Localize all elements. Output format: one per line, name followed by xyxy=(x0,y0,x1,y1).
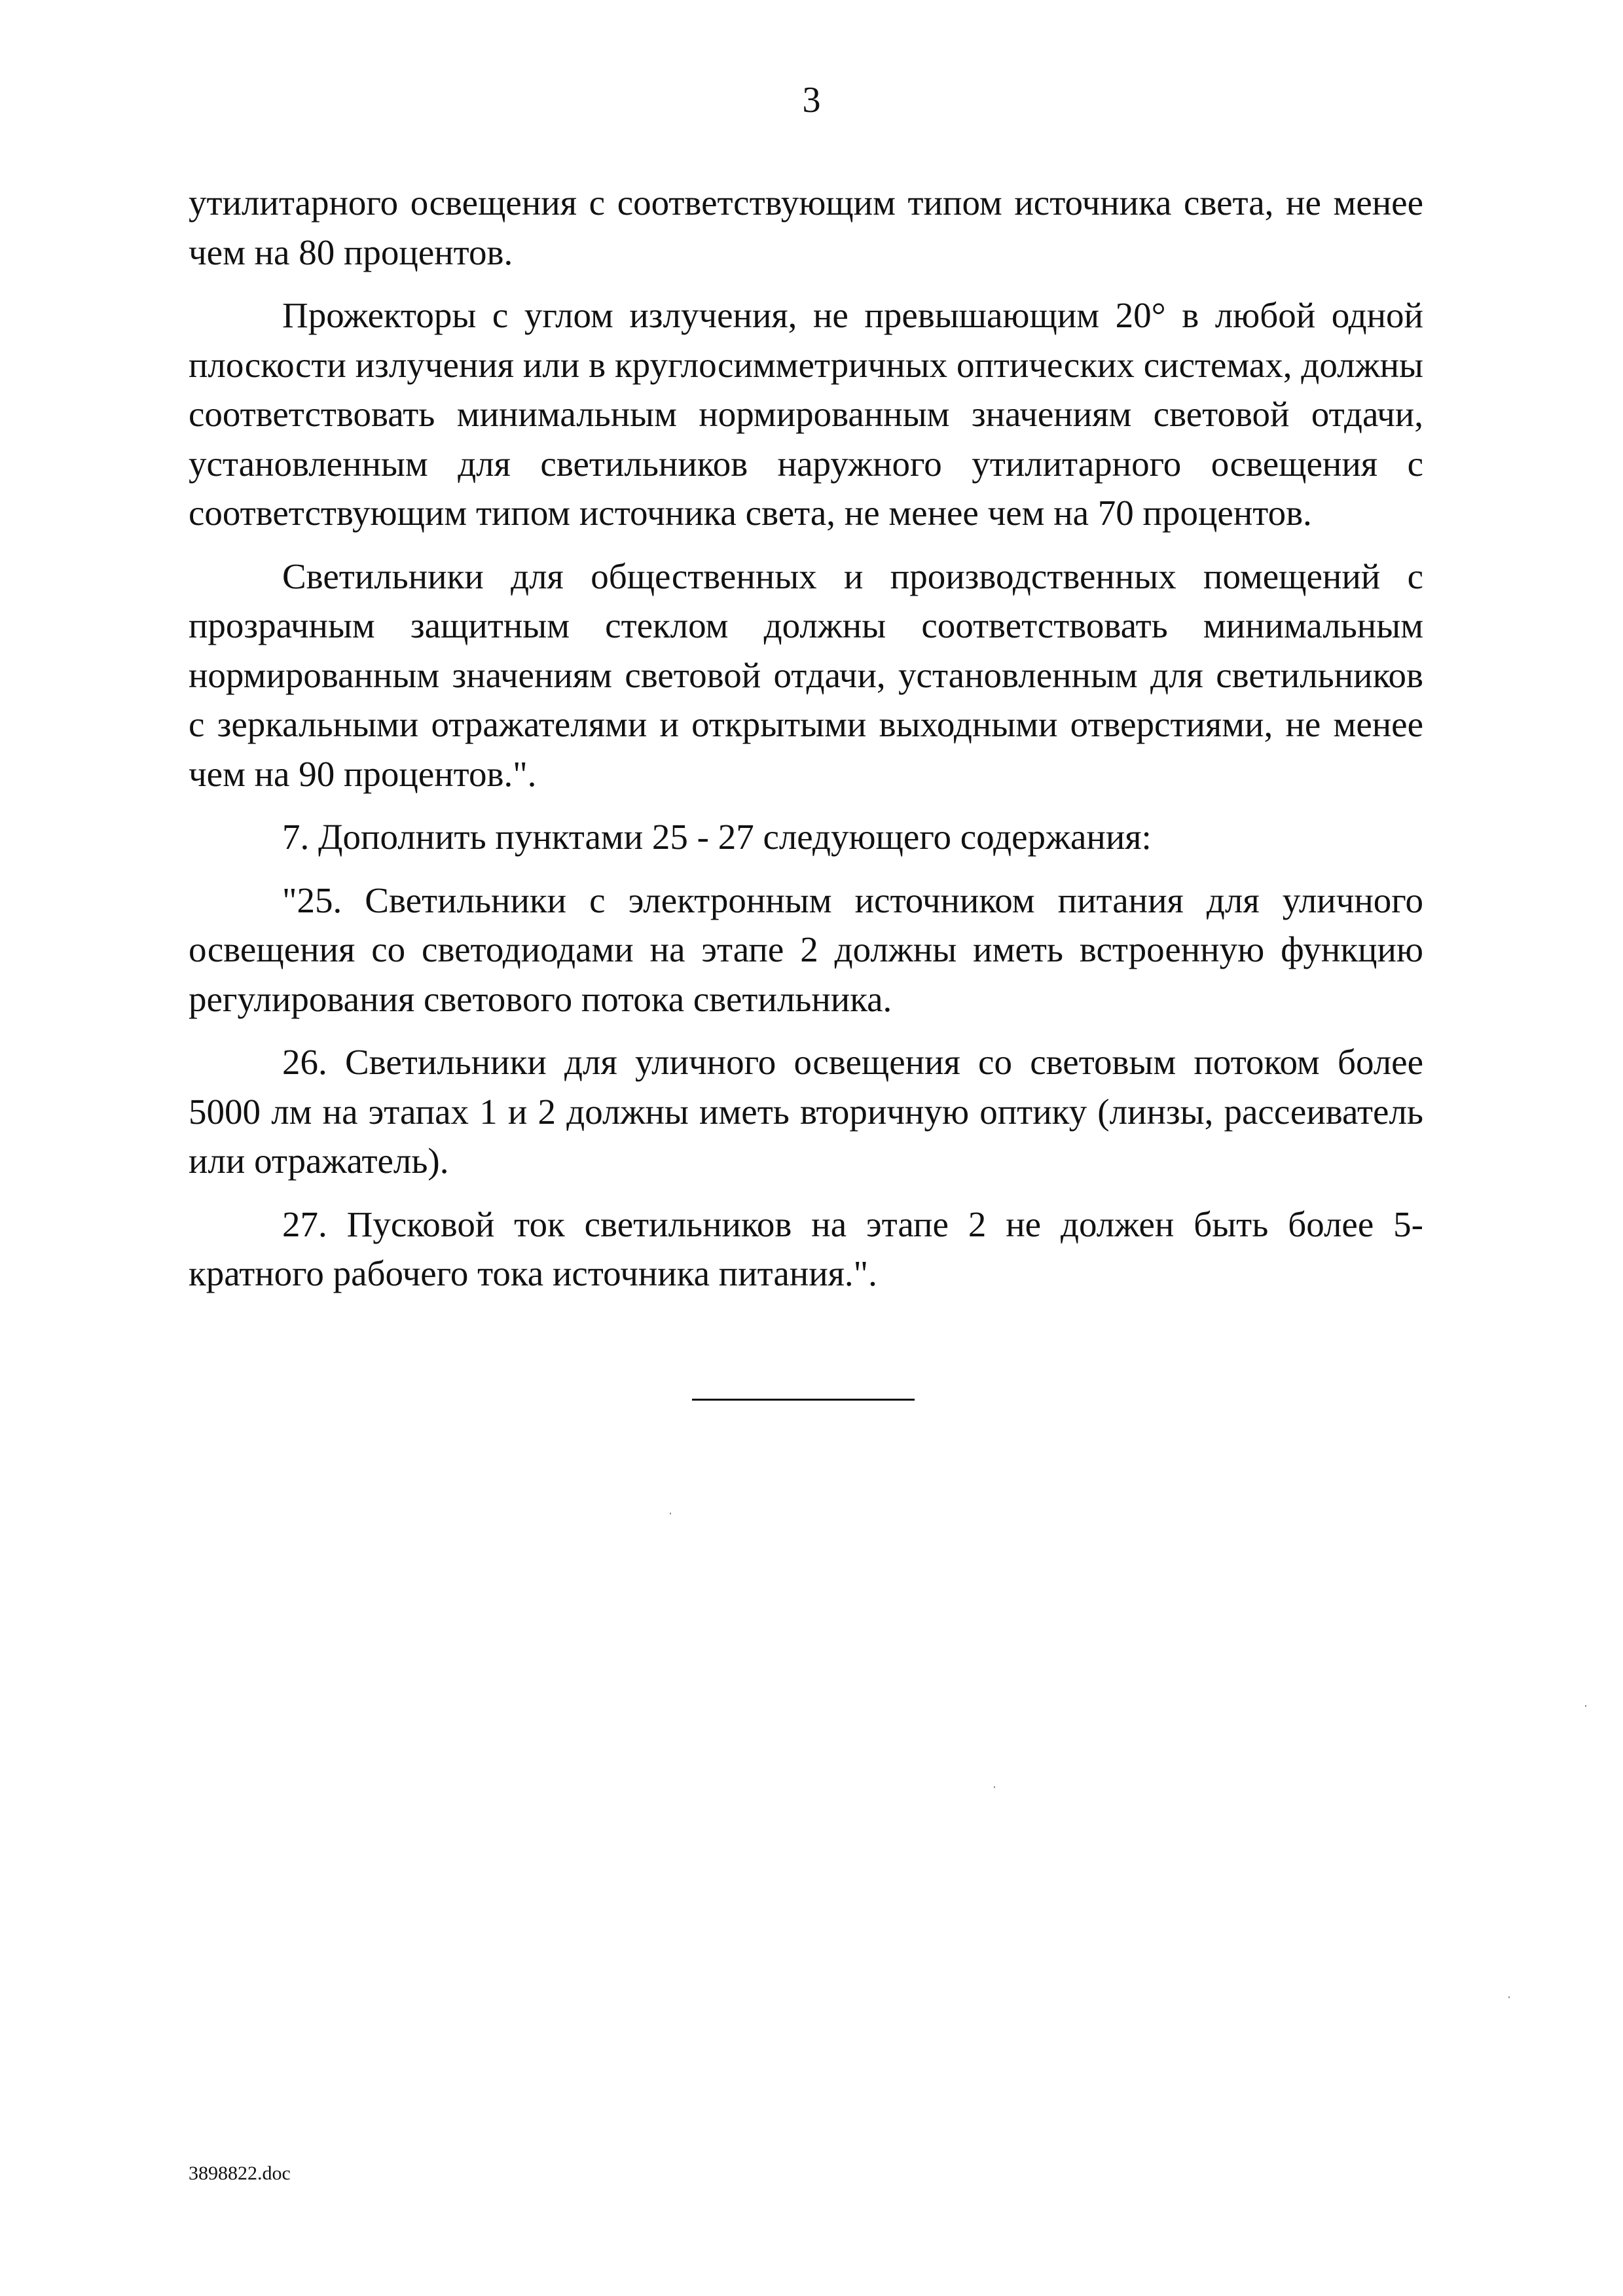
document-body xyxy=(189,178,1423,1312)
scan-speck xyxy=(994,1786,995,1788)
paragraph-floodlights: Прожекторы с углом излучения, не превышающим 20° в любой одной плоскости излучения или в круглосимметричных оптических системах, должны соответствовать минимальным нормированным значениям световой отдачи, установленным для светильников наружного утилитарного освещения с соответствующим типом источника света, не менее чем на 70 процентов. xyxy=(189,295,1423,533)
paragraph-continuation: утилитарного освещения с соответствующим типом источника света, не менее чем на 80 процентов. xyxy=(189,183,1423,272)
paragraph-item-7: 7. Дополнить пунктами 25 - 27 следующего содержания: xyxy=(282,817,1152,857)
scan-speck xyxy=(1508,1996,1510,1998)
paragraph-item-27: 27. Пусковой ток светильников на этапе 2 не должен быть более 5-кратного рабочего тока источника питания.". xyxy=(189,1204,1423,1293)
paragraph-item-25: "25. Светильники с электронным источником питания для уличного освещения со светодиодами на этапе 2 должны иметь встроенную функцию регулирования светового потока светильника. xyxy=(189,880,1423,1019)
scan-speck xyxy=(1585,1705,1586,1707)
scan-speck xyxy=(670,1513,671,1515)
footer-filename: 3898822.doc xyxy=(189,2162,291,2184)
page-number: 3 xyxy=(802,80,821,120)
end-separator-line xyxy=(692,1399,915,1401)
paragraph-item-26: 26. Светильники для уличного освещения со световым потоком более 5000 лм на этапах 1 и 2 должны иметь вторичную оптику (линзы, рассеиватель или отражатель). xyxy=(189,1042,1423,1181)
paragraph-indoor-luminaires: Светильники для общественных и производственных помещений с прозрачным защитным стеклом должны соответствовать минимальным нормированным значениям световой отдачи, установленным для светильников с зеркальными отражателями и открытыми выходными отверстиями, не менее чем на 90 процентов.". xyxy=(189,556,1423,794)
